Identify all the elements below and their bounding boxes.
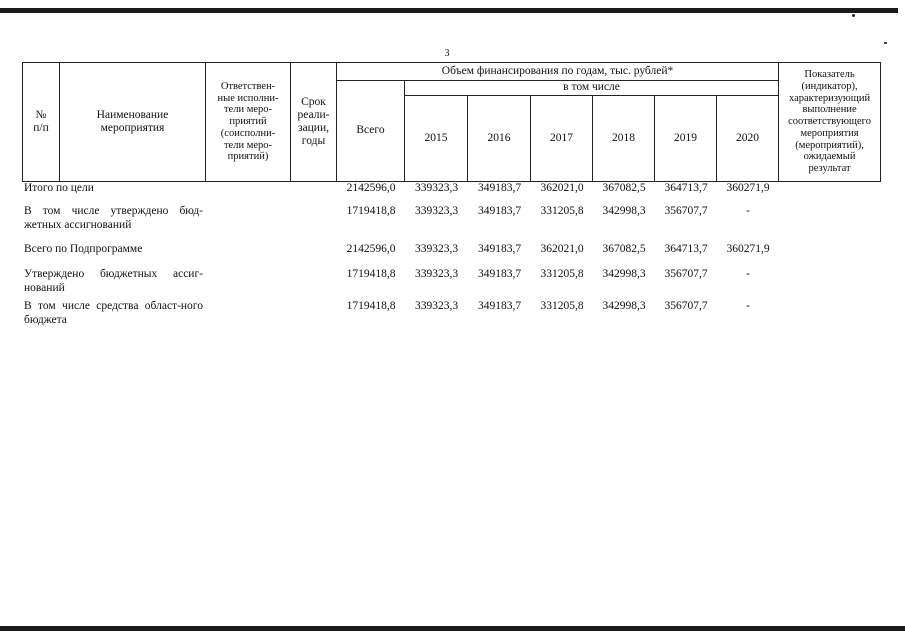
header-responsible: Ответствен- ные исполни- тели меро- приятий (соисполни- тели меро- приятий) [206,63,291,182]
table-body [22,182,880,332]
row-value: 349183,7 [477,243,522,255]
header-year: 2015 [405,96,468,182]
table-row [22,205,880,243]
table-row [22,268,880,300]
header-year: 2019 [655,96,717,182]
header-year: 2020 [717,96,779,182]
table-row [22,300,880,332]
table-header [22,62,881,182]
header-term: Срок реали- зации, годы [291,63,337,182]
row-value: 342998,3 [602,300,646,312]
row-total: 1719418,8 [346,268,396,280]
header-year: 2018 [593,96,655,182]
row-value: 360271,9 [726,243,770,255]
row-value: 331205,8 [540,300,584,312]
row-label: В том числе утверждено бюд-жетных ассигнований [24,205,203,231]
row-value: 339323,3 [414,205,459,217]
row-value: 331205,8 [540,268,584,280]
header-year: 2017 [531,96,593,182]
bottom-border-bar [0,626,905,631]
header-name: Наименование мероприятия [60,63,206,182]
row-value: 331205,8 [540,205,584,217]
row-value: 362021,0 [540,182,584,194]
top-border-bar [0,8,898,13]
row-value: 356707,7 [664,300,708,312]
row-total: 2142596,0 [346,182,396,194]
header-financing: Объем финансирования по годам, тыс. рублей* [337,63,779,81]
table-row [22,182,880,205]
row-total: 1719418,8 [346,300,396,312]
header-number: № п/п [23,63,60,182]
row-value: 349183,7 [477,268,522,280]
row-value: 367082,5 [602,243,646,255]
row-value: 342998,3 [602,205,646,217]
row-value: 339323,3 [414,182,459,194]
row-total: 2142596,0 [346,243,396,255]
row-total: 1719418,8 [346,205,396,217]
row-value: 367082,5 [602,182,646,194]
table-row [22,243,880,268]
row-value: 339323,3 [414,243,459,255]
row-value: 362021,0 [540,243,584,255]
row-value: - [746,205,750,217]
row-value: 349183,7 [477,300,522,312]
row-label: Итого по цели [24,182,94,194]
scan-speck [852,14,855,17]
row-value: 360271,9 [726,182,770,194]
row-label: Утверждено бюджетных ассиг-нований [24,268,203,294]
row-value: 342998,3 [602,268,646,280]
row-value: 364713,7 [664,182,708,194]
row-value: 356707,7 [664,205,708,217]
header-including: в том числе [405,81,779,96]
row-label: В том числе средства област-ного бюджета [24,300,203,326]
row-value: 339323,3 [414,300,459,312]
row-value: 356707,7 [664,268,708,280]
row-value: 339323,3 [414,268,459,280]
row-value: 349183,7 [477,205,522,217]
row-label: Всего по Подпрограмме [24,243,143,255]
row-value: - [746,268,750,280]
page-number: 3 [444,48,450,59]
row-value: 364713,7 [664,243,708,255]
scan-speck [884,42,887,44]
header-total: Всего [337,81,405,182]
header-year: 2016 [468,96,531,182]
row-value: 349183,7 [477,182,522,194]
header-indicator: Показатель (индикатор), характеризующий выполнение соответствующего мероприятия (мероприятий), ожидаемый результат [779,63,881,182]
row-value: - [746,300,750,312]
